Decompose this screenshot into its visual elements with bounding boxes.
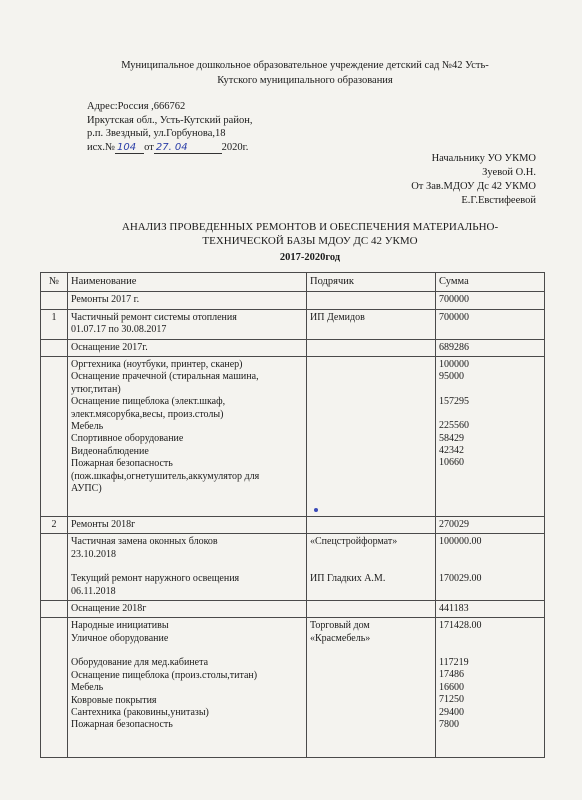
row-sum-line: 170029.00 bbox=[439, 572, 482, 584]
row-name bbox=[68, 601, 307, 618]
row-sum-line: 100000 bbox=[439, 359, 469, 371]
ref-prefix: исх.№ bbox=[87, 141, 116, 153]
row-contractor-line: ИП Гладких А.М. bbox=[310, 572, 386, 584]
row-sum-line: 17486 bbox=[439, 669, 464, 681]
row-sum-line bbox=[439, 408, 541, 420]
row-sum-line: 10660 bbox=[439, 457, 464, 469]
row-name-line: Пожарная безопасность bbox=[71, 458, 173, 470]
row-number bbox=[41, 357, 68, 517]
row-sum-line bbox=[439, 645, 541, 657]
row-number bbox=[41, 601, 68, 618]
row-sum-line: 100000.00 bbox=[439, 536, 482, 548]
table-section-row bbox=[41, 601, 545, 618]
row-sum-line: 689286 bbox=[439, 341, 469, 353]
row-name-line: Уличное оборудование bbox=[71, 632, 169, 644]
recipient-line-1: Начальнику УО УКМО bbox=[431, 153, 536, 164]
row-name-line: Видеонаблюдение bbox=[71, 445, 149, 457]
recipient-line-3: От Зав.МДОУ Дс 42 УКМО bbox=[411, 181, 536, 192]
row-sum-line: 117219 bbox=[439, 656, 469, 668]
row-contractor-line: «Красмебель» bbox=[310, 632, 371, 644]
org-line-1: Муниципальное дошкольное образовательное учреждение детский сад №42 Усть- bbox=[121, 60, 489, 71]
row-name-line: Оснащение 2017г. bbox=[71, 341, 148, 353]
row-name-line: Оборудование для мед.кабинета bbox=[71, 657, 209, 669]
address-line-2: Иркутская обл., Усть-Кутский район, bbox=[87, 114, 253, 126]
row-name-line: Частичный ремонт системы отопления bbox=[71, 311, 237, 323]
row-contractor-line: ИП Демидов bbox=[310, 311, 365, 323]
row-name-line: элект.мясорубка,весы, произ.столы) bbox=[71, 408, 224, 420]
row-sum-line: 700000 bbox=[439, 294, 469, 306]
row-number bbox=[41, 292, 68, 309]
recipient-line-4: Е.Г.Евстифеевой bbox=[461, 195, 536, 206]
header-contractor: Подрячик bbox=[307, 273, 436, 292]
table-row bbox=[41, 309, 545, 339]
row-contractor-line bbox=[310, 549, 432, 561]
row-name-line bbox=[71, 561, 303, 573]
row-sum-line: 58429 bbox=[439, 432, 464, 444]
row-sum-line bbox=[439, 633, 541, 645]
row-name-line: Частичная замена оконных блоков bbox=[71, 536, 218, 548]
row-name-line: Спортивное оборудование bbox=[71, 433, 184, 445]
row-sum bbox=[436, 339, 545, 356]
row-name-line: Мебель bbox=[71, 682, 104, 694]
row-sum-line: 71250 bbox=[439, 694, 464, 706]
document-period: 2017-2020год bbox=[279, 252, 341, 263]
row-name-line: Оснащение пищеблока (элект.шкаф, bbox=[71, 396, 226, 408]
header-sum: Сумма bbox=[436, 273, 545, 292]
title-line-1: АНАЛИЗ ПРОВЕДЕННЫХ РЕМОНТОВ И ОБЕСПЕЧЕНИЯ МАТЕРИАЛЬНО- bbox=[121, 221, 499, 233]
row-sum-line bbox=[439, 561, 541, 573]
row-contractor bbox=[307, 601, 436, 618]
row-name-line: Текущий ремонт наружного освещения bbox=[71, 573, 240, 585]
ref-from: от bbox=[144, 141, 154, 153]
address-line-3: р.п. Звездный, ул.Горбунова,18 bbox=[87, 128, 226, 139]
row-sum-line: 441183 bbox=[439, 603, 469, 615]
row-sum-line: 42342 bbox=[439, 445, 464, 457]
row-contractor bbox=[307, 534, 436, 601]
row-number: 1 bbox=[41, 309, 68, 339]
row-number bbox=[41, 618, 68, 758]
ref-date-handwritten: 27. 04 bbox=[154, 142, 222, 154]
row-name-line: Оснащение 2018г bbox=[71, 603, 147, 615]
table-section-row bbox=[41, 517, 545, 534]
table-body bbox=[41, 292, 545, 758]
row-number bbox=[41, 534, 68, 601]
header-num: № bbox=[41, 273, 68, 292]
row-name-line: (пож.шкафы,огнетушитель,аккумулятор для bbox=[71, 470, 260, 482]
address-block bbox=[87, 100, 252, 154]
row-sum bbox=[436, 517, 545, 534]
row-sum bbox=[436, 534, 545, 601]
table-row bbox=[41, 618, 545, 758]
row-contractor bbox=[307, 309, 436, 339]
row-name-line: Оргтехника (ноутбуки, принтер, сканер) bbox=[71, 359, 243, 371]
row-name-line: Ремонты 2018г bbox=[71, 519, 136, 531]
row-name-line: 06.11.2018 bbox=[71, 585, 116, 597]
row-sum-line bbox=[439, 549, 541, 561]
row-sum-line: 225560 bbox=[439, 420, 469, 432]
row-sum-line: 270029 bbox=[439, 519, 469, 531]
row-name-line: Оснащение прачечной (стиральная машина, bbox=[71, 371, 259, 383]
row-sum bbox=[436, 618, 545, 758]
row-sum bbox=[436, 601, 545, 618]
row-name bbox=[68, 618, 307, 758]
row-name-line: 23.10.2018 bbox=[71, 548, 116, 560]
row-name-line: утюг,титан) bbox=[71, 383, 121, 395]
row-sum-line: 29400 bbox=[439, 706, 464, 718]
recipient-line-2: Зуевой О.Н. bbox=[482, 167, 536, 178]
row-sum-line: 157295 bbox=[439, 395, 469, 407]
address-line-1: Адрес:Россия ,666762 bbox=[87, 101, 186, 112]
title-line-2: ТЕХНИЧЕСКОЙ БАЗЫ МДОУ ДС 42 УКМО bbox=[202, 235, 418, 247]
row-sum-line: 171428.00 bbox=[439, 620, 482, 632]
row-sum-line bbox=[439, 384, 541, 396]
row-name-line: АУПС) bbox=[71, 483, 102, 495]
row-sum-line: 95000 bbox=[439, 371, 464, 383]
row-sum bbox=[436, 292, 545, 309]
row-name bbox=[68, 309, 307, 339]
document-title bbox=[60, 220, 560, 248]
row-name-line: Оснащение пищеблока (произ.столы,титан) bbox=[71, 669, 258, 681]
row-number bbox=[41, 339, 68, 356]
recipient-block bbox=[411, 152, 536, 208]
ref-number-handwritten: 104 bbox=[115, 142, 144, 154]
row-name bbox=[68, 339, 307, 356]
row-name-line: Ремонты 2017 г. bbox=[71, 294, 140, 306]
ref-year: 2020г. bbox=[221, 141, 249, 153]
row-name-line: Ковровые покрытия bbox=[71, 694, 157, 706]
outgoing-reference bbox=[87, 141, 252, 155]
organization-name bbox=[95, 58, 515, 88]
row-sum-line: 7800 bbox=[439, 718, 459, 730]
row-contractor bbox=[307, 517, 436, 534]
row-name-line: Народные инициативы bbox=[71, 620, 169, 632]
row-contractor-line: «Спецстройформат» bbox=[310, 536, 398, 548]
row-contractor bbox=[307, 292, 436, 309]
row-contractor bbox=[307, 339, 436, 356]
row-name bbox=[68, 292, 307, 309]
row-name-line: Мебель bbox=[71, 421, 104, 433]
row-sum-line: 16600 bbox=[439, 681, 464, 693]
row-contractor-line bbox=[310, 561, 432, 573]
row-sum-line: 700000 bbox=[439, 311, 469, 323]
row-contractor bbox=[307, 357, 436, 517]
table-row bbox=[41, 357, 545, 517]
repairs-table bbox=[40, 272, 545, 758]
table-header-row bbox=[41, 273, 545, 292]
row-name bbox=[68, 534, 307, 601]
row-contractor-line: Торговый дом bbox=[310, 620, 370, 632]
row-name-line bbox=[71, 645, 303, 657]
row-number: 2 bbox=[41, 517, 68, 534]
row-contractor bbox=[307, 618, 436, 758]
row-name-line: Сантехника (раковины,унитазы) bbox=[71, 706, 209, 718]
table-section-row bbox=[41, 292, 545, 309]
row-sum bbox=[436, 357, 545, 517]
table-row bbox=[41, 534, 545, 601]
header-name: Наименование bbox=[68, 273, 307, 292]
ink-dot bbox=[314, 508, 318, 512]
table-section-row bbox=[41, 339, 545, 356]
row-name bbox=[68, 357, 307, 517]
row-name-line: 01.07.17 по 30.08.2017 bbox=[71, 324, 167, 336]
row-name bbox=[68, 517, 307, 534]
row-name-line: Пожарная безопасность bbox=[71, 719, 173, 731]
org-line-2: Кутского муниципального образования bbox=[217, 75, 393, 86]
row-sum bbox=[436, 309, 545, 339]
